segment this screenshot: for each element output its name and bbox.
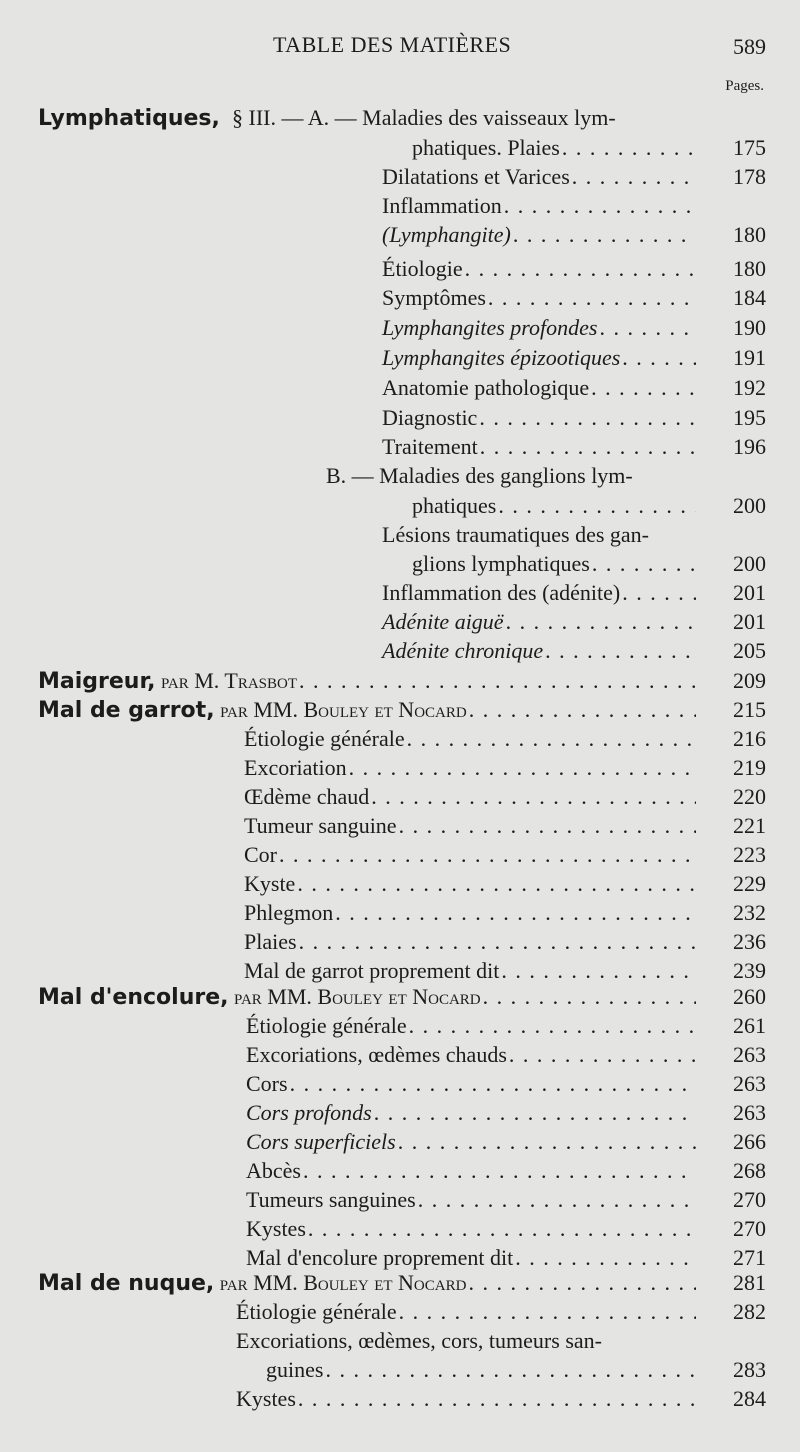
toc-text: Mal d'encolure proprement dit — [246, 1245, 514, 1270]
toc-text: phatiques. Plaies — [412, 135, 560, 160]
toc-text: Lymphangites épizootiques — [382, 345, 621, 370]
toc-line — [246, 1011, 696, 1041]
toc-page: 263 — [733, 1100, 766, 1125]
toc-text: Cors — [246, 1071, 288, 1096]
toc-line — [236, 1326, 696, 1356]
toc-page: 268 — [733, 1158, 766, 1183]
toc-page: 270 — [733, 1187, 766, 1212]
toc-line — [246, 1069, 696, 1099]
entry-author: par MM. Bouley et Nocard — [214, 1270, 467, 1295]
pages-column-label: Pages. — [725, 78, 764, 94]
toc-text: Étiologie générale — [236, 1299, 397, 1324]
toc-page: 219 — [733, 755, 766, 780]
toc-page: 223 — [733, 842, 766, 867]
running-title: TABLE DES MATIÈRES — [273, 32, 512, 57]
toc-text: Kystes — [246, 1216, 306, 1241]
toc-line — [244, 782, 696, 812]
toc-text: Abcès — [246, 1158, 301, 1183]
entry-mal-de-nuque — [38, 1268, 696, 1298]
entry-head: Mal de garrot, — [38, 698, 215, 723]
toc-text: Étiologie générale — [244, 726, 405, 751]
toc-page: 178 — [733, 164, 766, 189]
entry-maigreur — [38, 666, 696, 696]
toc-text: Symptômes — [382, 285, 486, 310]
entry-mal-de-garrot — [38, 695, 696, 725]
toc-page: 196 — [733, 434, 766, 459]
toc-text: Phlegmon — [244, 900, 334, 925]
entry-lymphatiques — [38, 103, 220, 133]
toc-line — [244, 869, 696, 899]
toc-text: Cor — [244, 842, 277, 867]
toc-page: 282 — [733, 1299, 766, 1324]
toc-text: Excoriation — [244, 755, 347, 780]
toc-line — [412, 491, 696, 521]
toc-line — [246, 1185, 696, 1215]
toc-text: Diagnostic — [382, 405, 478, 430]
toc-line — [382, 520, 696, 550]
toc-line — [244, 898, 696, 928]
toc-page: 266 — [733, 1129, 766, 1154]
toc-page: 200 — [733, 493, 766, 518]
toc-text: Mal de garrot proprement dit — [244, 958, 500, 983]
toc-page: 221 — [733, 813, 766, 838]
toc-line — [382, 162, 696, 192]
toc-text: Œdème chaud — [244, 784, 370, 809]
toc-page: 283 — [733, 1357, 766, 1382]
section-b-heading — [326, 461, 696, 491]
toc-page: 220 — [733, 784, 766, 809]
toc-line — [244, 840, 696, 870]
toc-page: 191 — [733, 345, 766, 370]
toc-text: Anatomie pathologique — [382, 375, 590, 400]
toc-page: 216 — [733, 726, 766, 751]
toc-line — [412, 549, 696, 579]
toc-text: glions lymphatiques — [412, 551, 590, 576]
toc-line — [382, 283, 696, 313]
toc-line — [246, 1040, 696, 1070]
toc-text: Inflammation des (adénite) — [382, 580, 621, 605]
toc-page: 263 — [733, 1071, 766, 1096]
toc-page: 195 — [733, 405, 766, 430]
toc-text: Traitement — [382, 434, 478, 459]
toc-page: 201 — [733, 580, 766, 605]
toc-page: 263 — [733, 1042, 766, 1067]
toc-line — [382, 607, 696, 637]
section-a-heading — [232, 103, 696, 133]
toc-page: 239 — [733, 958, 766, 983]
toc-line — [382, 191, 696, 221]
toc-line — [382, 403, 696, 433]
toc-text: Cors superficiels — [246, 1129, 396, 1154]
entry-mal-d-encolure — [38, 982, 696, 1012]
toc-text: Excoriations, œdèmes chauds — [246, 1042, 507, 1067]
toc-text: Étiologie — [382, 256, 463, 281]
toc-page: 281 — [733, 1270, 766, 1295]
toc-page: 232 — [733, 900, 766, 925]
entry-head: Lymphatiques, — [38, 106, 220, 131]
toc-line — [382, 254, 696, 284]
toc-text: Étiologie générale — [246, 1013, 407, 1038]
toc-text: Tumeur sanguine — [244, 813, 397, 838]
toc-line — [246, 1214, 696, 1244]
toc-text: Kyste — [244, 871, 296, 896]
toc-line — [244, 927, 696, 957]
entry-author: par M. Trasbot — [155, 668, 298, 693]
toc-line — [266, 1355, 696, 1385]
toc-line — [382, 313, 696, 343]
toc-text: Excoriations, œdèmes, cors, tumeurs san- — [236, 1328, 602, 1353]
toc-line — [382, 373, 696, 403]
page-number: 589 — [733, 34, 766, 59]
toc-page: 215 — [733, 697, 766, 722]
toc-text: Kystes — [236, 1386, 296, 1411]
toc-page: 175 — [733, 135, 766, 160]
toc-line — [382, 578, 696, 608]
toc-line — [246, 1098, 696, 1128]
toc-page: 180 — [733, 256, 766, 281]
toc-line — [236, 1384, 696, 1414]
toc-text: Dilatations et Varices — [382, 164, 570, 189]
toc-line — [244, 753, 696, 783]
toc-page: 270 — [733, 1216, 766, 1241]
toc-line — [244, 811, 696, 841]
toc-line — [382, 636, 696, 666]
toc-text: phatiques — [412, 493, 497, 518]
toc-line — [382, 343, 696, 373]
entry-head: Mal de nuque, — [38, 1271, 215, 1296]
toc-page: 192 — [733, 375, 766, 400]
toc-page: 180 — [733, 222, 766, 247]
section-a-text: § III. — A. — Maladies des vaisseaux lym- — [232, 105, 616, 130]
toc-text: Lymphangites profondes — [382, 315, 598, 340]
toc-page: 271 — [733, 1245, 766, 1270]
toc-page: 261 — [733, 1013, 766, 1038]
entry-head: Mal d'encolure, — [38, 985, 229, 1010]
entry-author: par MM. Bouley et Nocard — [214, 697, 467, 722]
toc-page: 209 — [733, 668, 766, 693]
toc-text: (Lymphangite) — [382, 222, 511, 247]
toc-line — [244, 724, 696, 754]
entry-head: Maigreur, — [38, 669, 156, 694]
toc-page: 284 — [733, 1386, 766, 1411]
entry-author: par MM. Bouley et Nocard — [228, 984, 481, 1009]
toc-page: 200 — [733, 551, 766, 576]
toc-page: 201 — [733, 609, 766, 634]
toc-line — [246, 1127, 696, 1157]
toc-text: Adénite aiguë — [382, 609, 504, 634]
toc-line — [246, 1156, 696, 1186]
toc-line — [382, 220, 696, 250]
toc-line — [236, 1297, 696, 1327]
toc-page: 229 — [733, 871, 766, 896]
toc-page: 190 — [733, 315, 766, 340]
toc-text: Plaies — [244, 929, 297, 954]
toc-text: Tumeurs sanguines — [246, 1187, 416, 1212]
toc-text: Cors profonds — [246, 1100, 372, 1125]
toc-text: guines — [266, 1357, 324, 1382]
section-b-text: B. — Maladies des ganglions lym- — [326, 463, 633, 488]
toc-page: 184 — [733, 285, 766, 310]
toc-page: 205 — [733, 638, 766, 663]
toc-text: Adénite chronique — [382, 638, 544, 663]
toc-text: Lésions traumatiques des gan- — [382, 522, 649, 547]
toc-page: 260 — [733, 984, 766, 1009]
toc-line — [412, 133, 696, 163]
toc-line — [382, 432, 696, 462]
toc-text: Inflammation — [382, 193, 502, 218]
toc-page: 236 — [733, 929, 766, 954]
